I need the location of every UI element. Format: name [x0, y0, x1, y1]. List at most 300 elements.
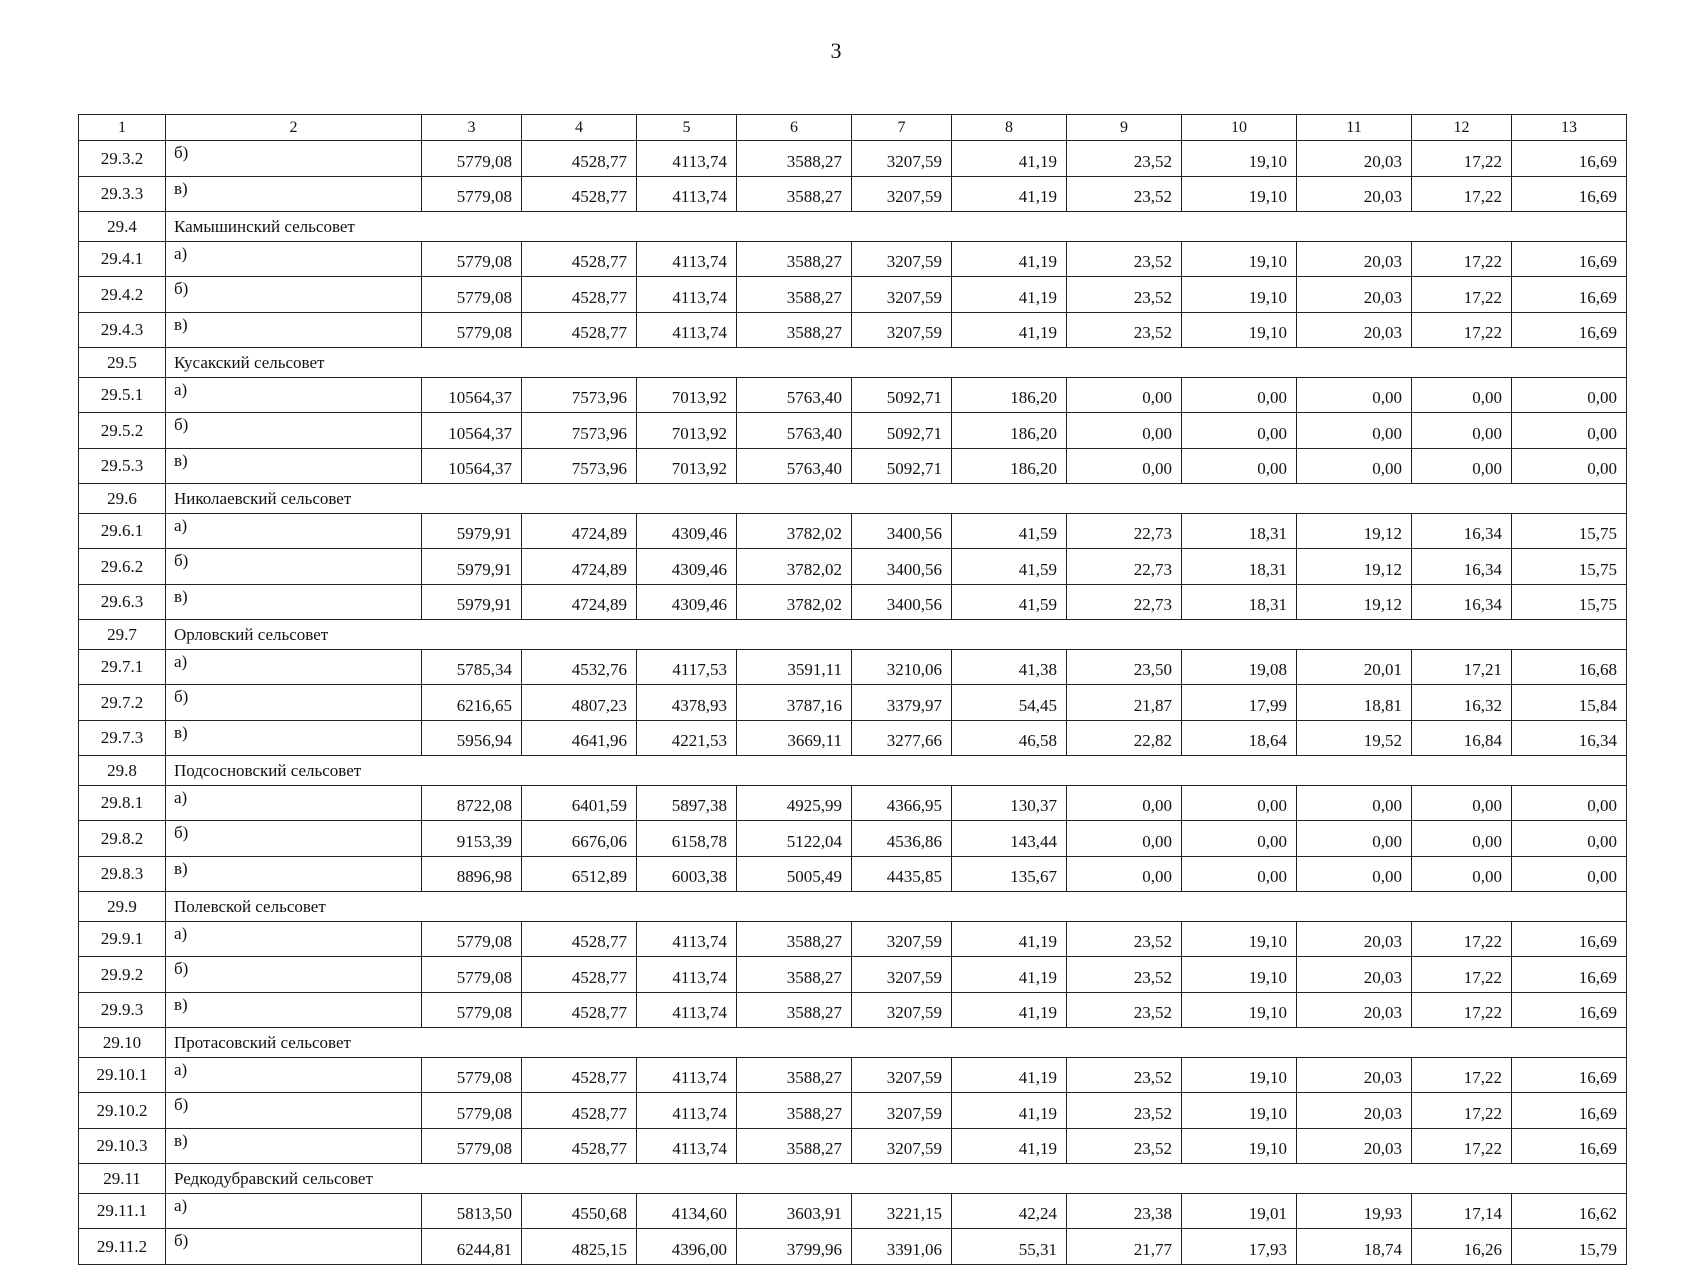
- value-cell: 41,19: [952, 176, 1067, 212]
- value-cell: 17,22: [1412, 1057, 1512, 1093]
- value-cell: 0,00: [1067, 448, 1182, 484]
- value-cell: 19,12: [1297, 584, 1412, 620]
- value-cell: 4113,74: [637, 957, 737, 993]
- column-number-cell: 4: [522, 115, 637, 141]
- value-cell: 0,00: [1297, 785, 1412, 821]
- value-cell: 19,12: [1297, 513, 1412, 549]
- value-cell: 20,03: [1297, 957, 1412, 993]
- value-cell: 46,58: [952, 720, 1067, 756]
- value-cell: 19,10: [1182, 1128, 1297, 1164]
- group-code-cell: 29.11: [79, 1164, 166, 1194]
- value-cell: 23,52: [1067, 277, 1182, 313]
- table-row: [79, 513, 1627, 549]
- value-cell: 15,75: [1512, 549, 1627, 585]
- value-cell: 0,00: [1412, 785, 1512, 821]
- value-cell: 19,12: [1297, 549, 1412, 585]
- value-cell: 3207,59: [852, 957, 952, 993]
- value-cell: 3588,27: [737, 312, 852, 348]
- value-cell: 186,20: [952, 448, 1067, 484]
- value-cell: 4113,74: [637, 1057, 737, 1093]
- value-cell: 0,00: [1182, 821, 1297, 857]
- table-row: [79, 921, 1627, 957]
- row-subitem-cell: б): [166, 549, 422, 585]
- table-row: [79, 277, 1627, 313]
- row-code-cell: 29.9.1: [79, 921, 166, 957]
- value-cell: 41,59: [952, 513, 1067, 549]
- value-cell: 6512,89: [522, 856, 637, 892]
- value-cell: 0,00: [1067, 856, 1182, 892]
- value-cell: 7573,96: [522, 413, 637, 449]
- value-cell: 16,84: [1412, 720, 1512, 756]
- table-row: [79, 312, 1627, 348]
- value-cell: 4528,77: [522, 277, 637, 313]
- value-cell: 16,34: [1412, 513, 1512, 549]
- value-cell: 17,22: [1412, 1093, 1512, 1129]
- value-cell: 7013,92: [637, 448, 737, 484]
- value-cell: 16,69: [1512, 176, 1627, 212]
- value-cell: 0,00: [1067, 413, 1182, 449]
- row-subitem-cell: б): [166, 1229, 422, 1265]
- value-cell: 23,52: [1067, 241, 1182, 277]
- value-cell: 3799,96: [737, 1229, 852, 1265]
- row-code-cell: 29.10.3: [79, 1128, 166, 1164]
- value-cell: 5779,08: [422, 1093, 522, 1129]
- value-cell: 0,00: [1412, 448, 1512, 484]
- row-subitem-cell: а): [166, 921, 422, 957]
- row-subitem-cell: в): [166, 176, 422, 212]
- value-cell: 20,03: [1297, 277, 1412, 313]
- value-cell: 3782,02: [737, 513, 852, 549]
- row-code-cell: 29.8.3: [79, 856, 166, 892]
- value-cell: 17,22: [1412, 141, 1512, 177]
- value-cell: 16,32: [1412, 685, 1512, 721]
- value-cell: 3591,11: [737, 649, 852, 685]
- value-cell: 4396,00: [637, 1229, 737, 1265]
- value-cell: 4807,23: [522, 685, 637, 721]
- row-subitem-cell: б): [166, 1093, 422, 1129]
- value-cell: 15,84: [1512, 685, 1627, 721]
- value-cell: 19,01: [1182, 1193, 1297, 1229]
- value-cell: 4113,74: [637, 992, 737, 1028]
- value-cell: 3277,66: [852, 720, 952, 756]
- value-cell: 3207,59: [852, 1057, 952, 1093]
- value-cell: 3391,06: [852, 1229, 952, 1265]
- value-cell: 3207,59: [852, 1093, 952, 1129]
- column-number-cell: 8: [952, 115, 1067, 141]
- value-cell: 3588,27: [737, 992, 852, 1028]
- value-cell: 5779,08: [422, 312, 522, 348]
- row-subitem-cell: б): [166, 413, 422, 449]
- row-subitem-cell: б): [166, 685, 422, 721]
- value-cell: 5763,40: [737, 448, 852, 484]
- table-row: [79, 176, 1627, 212]
- value-cell: 3669,11: [737, 720, 852, 756]
- value-cell: 16,26: [1412, 1229, 1512, 1265]
- value-cell: 23,52: [1067, 312, 1182, 348]
- row-code-cell: 29.3.2: [79, 141, 166, 177]
- value-cell: 41,19: [952, 1093, 1067, 1129]
- row-code-cell: 29.6.2: [79, 549, 166, 585]
- value-cell: 4550,68: [522, 1193, 637, 1229]
- value-cell: 5779,08: [422, 957, 522, 993]
- value-cell: 19,10: [1182, 241, 1297, 277]
- table-row: [79, 1193, 1627, 1229]
- value-cell: 3207,59: [852, 141, 952, 177]
- group-code-cell: 29.10: [79, 1028, 166, 1058]
- row-code-cell: 29.11.1: [79, 1193, 166, 1229]
- row-subitem-cell: в): [166, 1128, 422, 1164]
- group-code-cell: 29.6: [79, 484, 166, 514]
- column-number-cell: 9: [1067, 115, 1182, 141]
- value-cell: 0,00: [1412, 413, 1512, 449]
- value-cell: 6216,65: [422, 685, 522, 721]
- value-cell: 21,87: [1067, 685, 1182, 721]
- row-code-cell: 29.8.1: [79, 785, 166, 821]
- value-cell: 55,31: [952, 1229, 1067, 1265]
- row-code-cell: 29.7.3: [79, 720, 166, 756]
- value-cell: 18,74: [1297, 1229, 1412, 1265]
- value-cell: 17,22: [1412, 921, 1512, 957]
- value-cell: 4528,77: [522, 1128, 637, 1164]
- group-row: [79, 1164, 1627, 1194]
- table-row: [79, 785, 1627, 821]
- table-row: [79, 720, 1627, 756]
- value-cell: 3210,06: [852, 649, 952, 685]
- column-number-cell: 6: [737, 115, 852, 141]
- value-cell: 3207,59: [852, 992, 952, 1028]
- value-cell: 22,73: [1067, 549, 1182, 585]
- value-cell: 10564,37: [422, 377, 522, 413]
- group-name-cell: Полевской сельсовет: [166, 892, 1627, 922]
- row-code-cell: 29.10.1: [79, 1057, 166, 1093]
- value-cell: 4221,53: [637, 720, 737, 756]
- table-row: [79, 1057, 1627, 1093]
- table-row: [79, 241, 1627, 277]
- column-number-cell: 7: [852, 115, 952, 141]
- value-cell: 0,00: [1512, 821, 1627, 857]
- value-cell: 19,08: [1182, 649, 1297, 685]
- value-cell: 5779,08: [422, 141, 522, 177]
- value-cell: 5785,34: [422, 649, 522, 685]
- row-subitem-cell: б): [166, 957, 422, 993]
- row-subitem-cell: в): [166, 312, 422, 348]
- value-cell: 4528,77: [522, 1057, 637, 1093]
- value-cell: 3588,27: [737, 277, 852, 313]
- value-cell: 4528,77: [522, 921, 637, 957]
- row-code-cell: 29.4.1: [79, 241, 166, 277]
- value-cell: 5779,08: [422, 1057, 522, 1093]
- value-cell: 23,52: [1067, 1093, 1182, 1129]
- value-cell: 3588,27: [737, 1057, 852, 1093]
- row-code-cell: 29.9.3: [79, 992, 166, 1028]
- value-cell: 5897,38: [637, 785, 737, 821]
- value-cell: 4134,60: [637, 1193, 737, 1229]
- row-subitem-cell: в): [166, 720, 422, 756]
- value-cell: 5779,08: [422, 1128, 522, 1164]
- row-code-cell: 29.9.2: [79, 957, 166, 993]
- value-cell: 19,10: [1182, 176, 1297, 212]
- value-cell: 20,03: [1297, 176, 1412, 212]
- column-number-cell: 10: [1182, 115, 1297, 141]
- value-cell: 4309,46: [637, 549, 737, 585]
- value-cell: 19,10: [1182, 277, 1297, 313]
- value-cell: 41,19: [952, 312, 1067, 348]
- value-cell: 16,34: [1512, 720, 1627, 756]
- value-cell: 20,01: [1297, 649, 1412, 685]
- value-cell: 3207,59: [852, 1128, 952, 1164]
- value-cell: 17,22: [1412, 176, 1512, 212]
- value-cell: 0,00: [1412, 821, 1512, 857]
- value-cell: 3400,56: [852, 513, 952, 549]
- value-cell: 17,21: [1412, 649, 1512, 685]
- value-cell: 7573,96: [522, 377, 637, 413]
- group-name-cell: Кусакский сельсовет: [166, 348, 1627, 378]
- value-cell: 6676,06: [522, 821, 637, 857]
- value-cell: 19,10: [1182, 921, 1297, 957]
- value-cell: 3400,56: [852, 549, 952, 585]
- value-cell: 3588,27: [737, 176, 852, 212]
- value-cell: 16,62: [1512, 1193, 1627, 1229]
- value-cell: 23,52: [1067, 921, 1182, 957]
- value-cell: 5979,91: [422, 584, 522, 620]
- value-cell: 41,19: [952, 277, 1067, 313]
- group-name-cell: Протасовский сельсовет: [166, 1028, 1627, 1058]
- value-cell: 4378,93: [637, 685, 737, 721]
- table-row: [79, 1093, 1627, 1129]
- group-code-cell: 29.7: [79, 620, 166, 650]
- value-cell: 20,03: [1297, 1093, 1412, 1129]
- value-cell: 5979,91: [422, 549, 522, 585]
- value-cell: 16,69: [1512, 957, 1627, 993]
- table-body: [79, 115, 1627, 1265]
- value-cell: 4435,85: [852, 856, 952, 892]
- value-cell: 41,19: [952, 141, 1067, 177]
- value-cell: 3379,97: [852, 685, 952, 721]
- group-name-cell: Орловский сельсовет: [166, 620, 1627, 650]
- value-cell: 0,00: [1182, 856, 1297, 892]
- value-cell: 23,52: [1067, 176, 1182, 212]
- table-row: [79, 413, 1627, 449]
- value-cell: 135,67: [952, 856, 1067, 892]
- value-cell: 5763,40: [737, 377, 852, 413]
- value-cell: 4528,77: [522, 241, 637, 277]
- value-cell: 0,00: [1182, 785, 1297, 821]
- value-cell: 17,22: [1412, 992, 1512, 1028]
- value-cell: 3588,27: [737, 1093, 852, 1129]
- value-cell: 3221,15: [852, 1193, 952, 1229]
- group-row: [79, 892, 1627, 922]
- value-cell: 0,00: [1297, 448, 1412, 484]
- row-subitem-cell: в): [166, 584, 422, 620]
- value-cell: 3603,91: [737, 1193, 852, 1229]
- value-cell: 3782,02: [737, 584, 852, 620]
- value-cell: 17,22: [1412, 312, 1512, 348]
- value-cell: 3588,27: [737, 921, 852, 957]
- value-cell: 16,69: [1512, 1093, 1627, 1129]
- group-code-cell: 29.5: [79, 348, 166, 378]
- value-cell: 3588,27: [737, 141, 852, 177]
- value-cell: 0,00: [1512, 413, 1627, 449]
- table-row: [79, 584, 1627, 620]
- value-cell: 41,59: [952, 549, 1067, 585]
- value-cell: 16,69: [1512, 921, 1627, 957]
- value-cell: 5005,49: [737, 856, 852, 892]
- group-row: [79, 348, 1627, 378]
- value-cell: 20,03: [1297, 1057, 1412, 1093]
- value-cell: 23,52: [1067, 957, 1182, 993]
- value-cell: 0,00: [1297, 413, 1412, 449]
- value-cell: 3207,59: [852, 277, 952, 313]
- value-cell: 5779,08: [422, 241, 522, 277]
- value-cell: 17,93: [1182, 1229, 1297, 1265]
- value-cell: 4113,74: [637, 176, 737, 212]
- value-cell: 20,03: [1297, 312, 1412, 348]
- value-cell: 0,00: [1412, 377, 1512, 413]
- value-cell: 10564,37: [422, 413, 522, 449]
- row-code-cell: 29.5.2: [79, 413, 166, 449]
- table-row: [79, 685, 1627, 721]
- row-subitem-cell: а): [166, 1193, 422, 1229]
- table-row: [79, 377, 1627, 413]
- row-subitem-cell: б): [166, 277, 422, 313]
- row-code-cell: 29.4.3: [79, 312, 166, 348]
- value-cell: 22,73: [1067, 584, 1182, 620]
- group-code-cell: 29.8: [79, 756, 166, 786]
- value-cell: 5092,71: [852, 413, 952, 449]
- value-cell: 6003,38: [637, 856, 737, 892]
- value-cell: 10564,37: [422, 448, 522, 484]
- table-row: [79, 957, 1627, 993]
- table-row: [79, 649, 1627, 685]
- table-row: [79, 856, 1627, 892]
- value-cell: 4724,89: [522, 549, 637, 585]
- table-row: [79, 1229, 1627, 1265]
- value-cell: 0,00: [1512, 785, 1627, 821]
- value-cell: 0,00: [1067, 785, 1182, 821]
- value-cell: 41,19: [952, 1128, 1067, 1164]
- table-row: [79, 821, 1627, 857]
- value-cell: 16,34: [1412, 584, 1512, 620]
- value-cell: 19,10: [1182, 1057, 1297, 1093]
- value-cell: 7013,92: [637, 413, 737, 449]
- column-number-cell: 2: [166, 115, 422, 141]
- value-cell: 5779,08: [422, 921, 522, 957]
- column-number-cell: 1: [79, 115, 166, 141]
- row-subitem-cell: а): [166, 241, 422, 277]
- value-cell: 17,22: [1412, 957, 1512, 993]
- value-cell: 4113,74: [637, 1128, 737, 1164]
- row-subitem-cell: а): [166, 785, 422, 821]
- value-cell: 6244,81: [422, 1229, 522, 1265]
- table-row: [79, 1128, 1627, 1164]
- value-cell: 5979,91: [422, 513, 522, 549]
- value-cell: 20,03: [1297, 141, 1412, 177]
- column-number-cell: 13: [1512, 115, 1627, 141]
- value-cell: 19,10: [1182, 957, 1297, 993]
- table-row: [79, 549, 1627, 585]
- value-cell: 3400,56: [852, 584, 952, 620]
- value-cell: 17,99: [1182, 685, 1297, 721]
- value-cell: 15,75: [1512, 513, 1627, 549]
- value-cell: 18,31: [1182, 549, 1297, 585]
- value-cell: 186,20: [952, 377, 1067, 413]
- value-cell: 5779,08: [422, 992, 522, 1028]
- value-cell: 16,69: [1512, 1057, 1627, 1093]
- value-cell: 16,34: [1412, 549, 1512, 585]
- row-subitem-cell: в): [166, 448, 422, 484]
- value-cell: 23,52: [1067, 992, 1182, 1028]
- row-subitem-cell: в): [166, 992, 422, 1028]
- value-cell: 3207,59: [852, 241, 952, 277]
- value-cell: 9153,39: [422, 821, 522, 857]
- group-name-cell: Подсосновский сельсовет: [166, 756, 1627, 786]
- value-cell: 3588,27: [737, 957, 852, 993]
- value-cell: 4113,74: [637, 921, 737, 957]
- value-cell: 16,69: [1512, 992, 1627, 1028]
- value-cell: 7013,92: [637, 377, 737, 413]
- value-cell: 41,19: [952, 957, 1067, 993]
- value-cell: 22,82: [1067, 720, 1182, 756]
- row-subitem-cell: а): [166, 1057, 422, 1093]
- value-cell: 19,10: [1182, 992, 1297, 1028]
- value-cell: 0,00: [1067, 821, 1182, 857]
- value-cell: 5813,50: [422, 1193, 522, 1229]
- value-cell: 21,77: [1067, 1229, 1182, 1265]
- row-subitem-cell: б): [166, 141, 422, 177]
- value-cell: 41,19: [952, 921, 1067, 957]
- group-name-cell: Камышинский сельсовет: [166, 212, 1627, 242]
- row-code-cell: 29.11.2: [79, 1229, 166, 1265]
- value-cell: 4724,89: [522, 584, 637, 620]
- value-cell: 19,10: [1182, 312, 1297, 348]
- value-cell: 0,00: [1412, 856, 1512, 892]
- value-cell: 3588,27: [737, 1128, 852, 1164]
- value-cell: 4309,46: [637, 513, 737, 549]
- value-cell: 4528,77: [522, 141, 637, 177]
- value-cell: 17,22: [1412, 277, 1512, 313]
- value-cell: 0,00: [1512, 856, 1627, 892]
- row-subitem-cell: а): [166, 513, 422, 549]
- row-code-cell: 29.5.3: [79, 448, 166, 484]
- value-cell: 20,03: [1297, 992, 1412, 1028]
- value-cell: 0,00: [1297, 377, 1412, 413]
- row-code-cell: 29.10.2: [79, 1093, 166, 1129]
- value-cell: 6401,59: [522, 785, 637, 821]
- value-cell: 41,38: [952, 649, 1067, 685]
- value-cell: 23,38: [1067, 1193, 1182, 1229]
- value-cell: 5122,04: [737, 821, 852, 857]
- value-cell: 5763,40: [737, 413, 852, 449]
- value-cell: 16,69: [1512, 312, 1627, 348]
- value-cell: 4536,86: [852, 821, 952, 857]
- value-cell: 6158,78: [637, 821, 737, 857]
- value-cell: 4528,77: [522, 1093, 637, 1129]
- value-cell: 20,03: [1297, 241, 1412, 277]
- row-code-cell: 29.8.2: [79, 821, 166, 857]
- row-code-cell: 29.7.2: [79, 685, 166, 721]
- value-cell: 7573,96: [522, 448, 637, 484]
- group-row: [79, 484, 1627, 514]
- value-cell: 3207,59: [852, 312, 952, 348]
- group-code-cell: 29.4: [79, 212, 166, 242]
- value-cell: 16,69: [1512, 277, 1627, 313]
- value-cell: 4528,77: [522, 957, 637, 993]
- value-cell: 4113,74: [637, 312, 737, 348]
- group-row: [79, 756, 1627, 786]
- value-cell: 20,03: [1297, 921, 1412, 957]
- value-cell: 4825,15: [522, 1229, 637, 1265]
- value-cell: 23,50: [1067, 649, 1182, 685]
